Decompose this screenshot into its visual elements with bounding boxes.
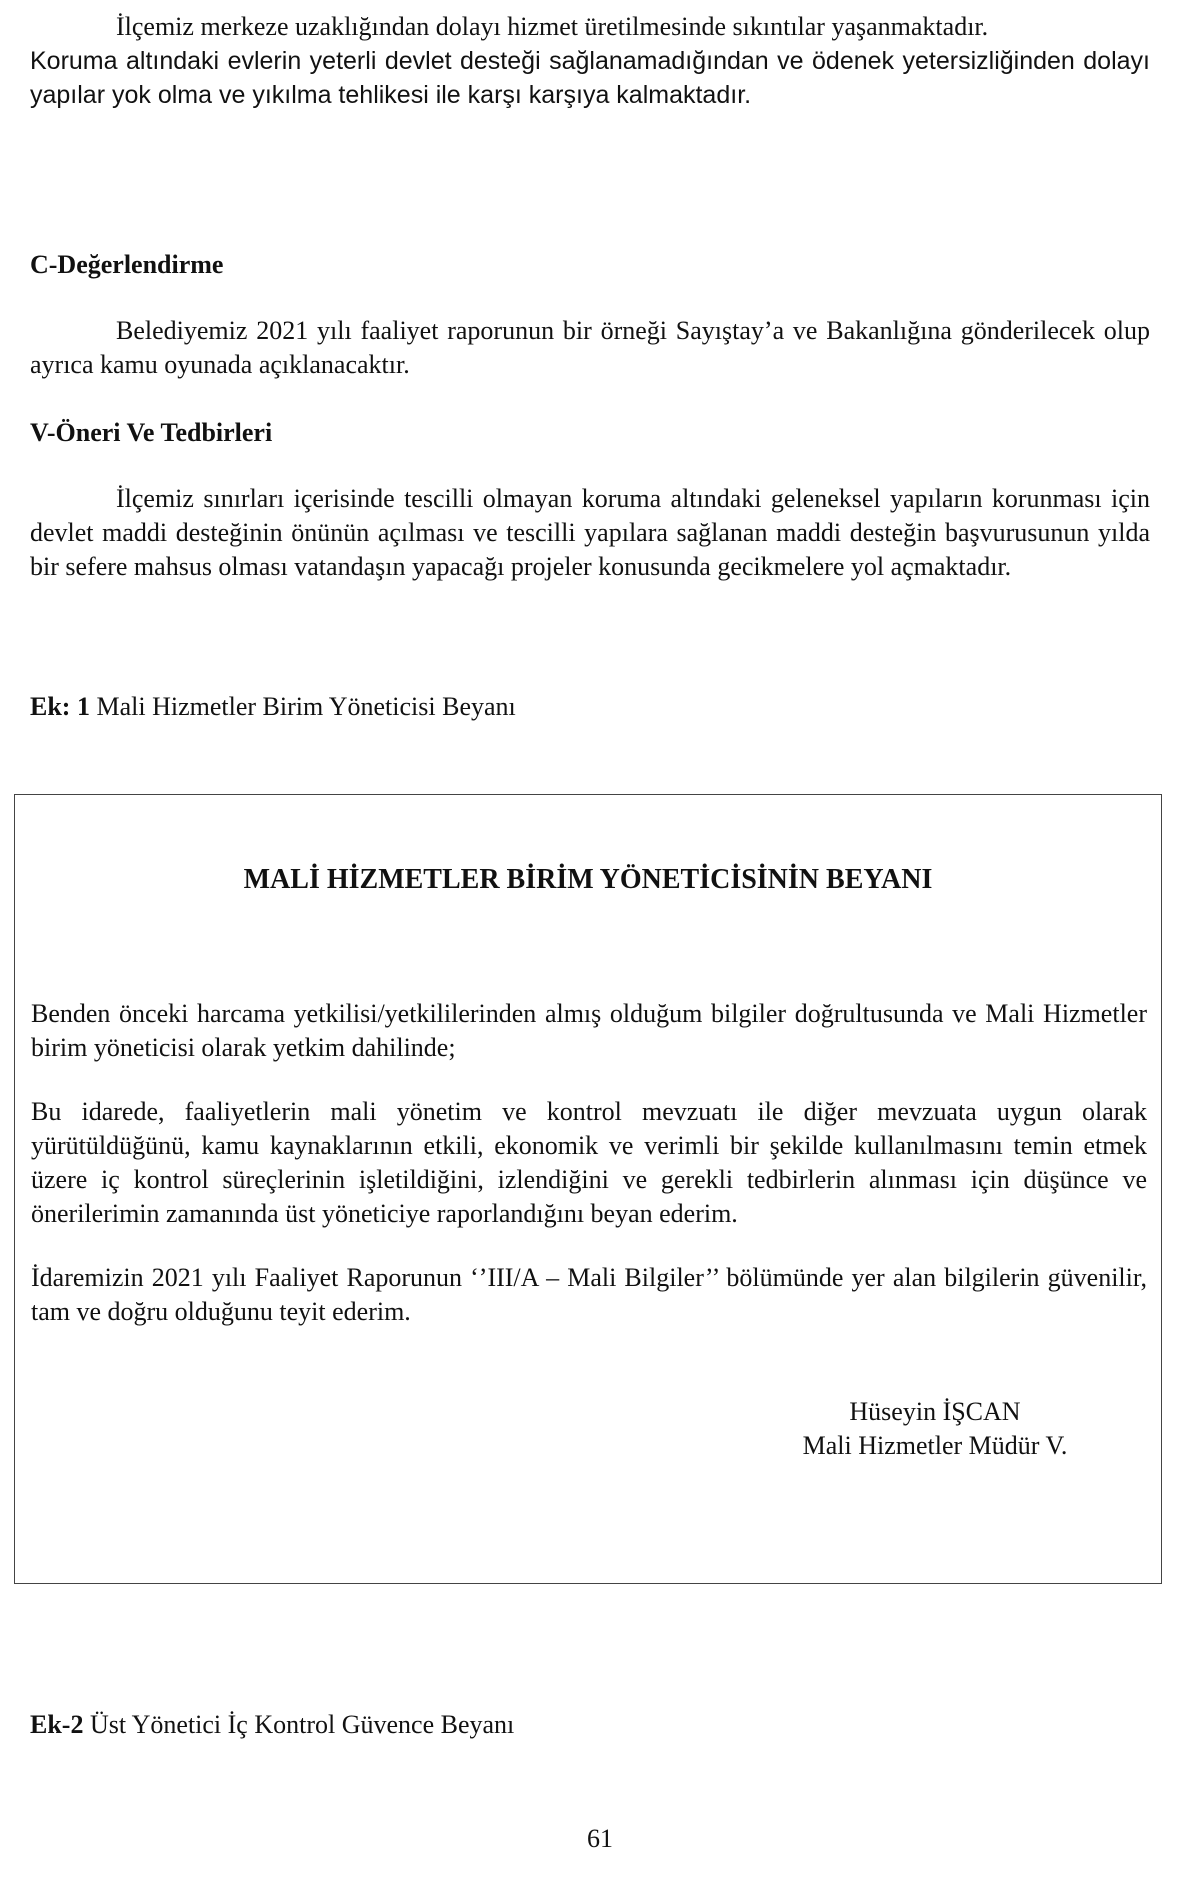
signer-name: Hüseyin İŞCAN [849, 1397, 1021, 1426]
signer-title: Mali Hizmetler Müdür V. [802, 1431, 1068, 1460]
intro-paragraph: Koruma altındaki evlerin yeterli devlet desteği sağlanamadığından ve ödenek yetersizliğinden dolayı yapılar yok olma ve yıkılma tehlikesi ile karşı karşıya kalmaktadır. [30, 47, 1150, 109]
page-number: 61 [587, 1824, 613, 1853]
section-v-heading: V-Öneri Ve Tedbirleri [30, 418, 273, 447]
ek2-label: Ek-2 [30, 1710, 84, 1739]
section-c-text: Belediyemiz 2021 yılı faaliyet raporunun bir örneği Sayıştay’a ve Bakanlığına gönderilecek olup ayrıca kamu oyunada açıklanacaktır. [30, 316, 1150, 379]
section-v-text: İlçemiz sınırları içerisinde tescilli olmayan koruma altındaki geleneksel yapıların korunması için devlet maddi desteğinin önünün açılması ve tescilli yapılara sağlanan maddi desteğin başvurusunun yılda bir sefere mahsus olması vatandaşın yapacağı projeler konusunda gecikmelere yol açmaktadır. [30, 484, 1150, 581]
declaration-paragraph-3: İdaremizin 2021 yılı Faaliyet Raporunun ‘’III/A – Mali Bilgiler’’ bölümünde yer alan bilgilerin güvenilir, tam ve doğru olduğunu teyit ederim. [31, 1263, 1147, 1326]
ek1-line [30, 690, 516, 724]
declaration-paragraph-2: Bu idarede, faaliyetlerin mali yönetim ve kontrol mevzuatı ile diğer mevzuata uygun olarak yürütüldüğünü, kamu kaynaklarının etkili, ekonomik ve verimli bir şekilde kullanılmasını temin etmek üzere iç kontrol süreçlerinin işletildiğini, izlendiğini ve gerekli tedbirlerin alınması için düşünce ve önerilerimin zamanında üst yöneticiye raporlandığını beyan ederim. [31, 1097, 1147, 1228]
ek2-text: Üst Yönetici İç Kontrol Güvence Beyanı [89, 1710, 515, 1739]
ek2-line [30, 1708, 514, 1742]
declaration-title: MALİ HİZMETLER BİRİM YÖNETİCİSİNİN BEYANI [243, 864, 933, 895]
section-c-heading: C-Değerlendirme [30, 250, 224, 279]
declaration-box [14, 794, 1162, 1584]
ek1-label: Ek: 1 [30, 692, 90, 721]
declaration-paragraph-1: Benden önceki harcama yetkilisi/yetkililerinden almış olduğum bilgiler doğrultusunda ve Mali Hizmetler birim yöneticisi olarak yetkim dahilinde; [31, 999, 1147, 1062]
intro-line-1: İlçemiz merkeze uzaklığından dolayı hizmet üretilmesinde sıkıntılar yaşanmaktadır. [116, 12, 989, 41]
ek1-text: Mali Hizmetler Birim Yöneticisi Beyanı [96, 692, 516, 721]
